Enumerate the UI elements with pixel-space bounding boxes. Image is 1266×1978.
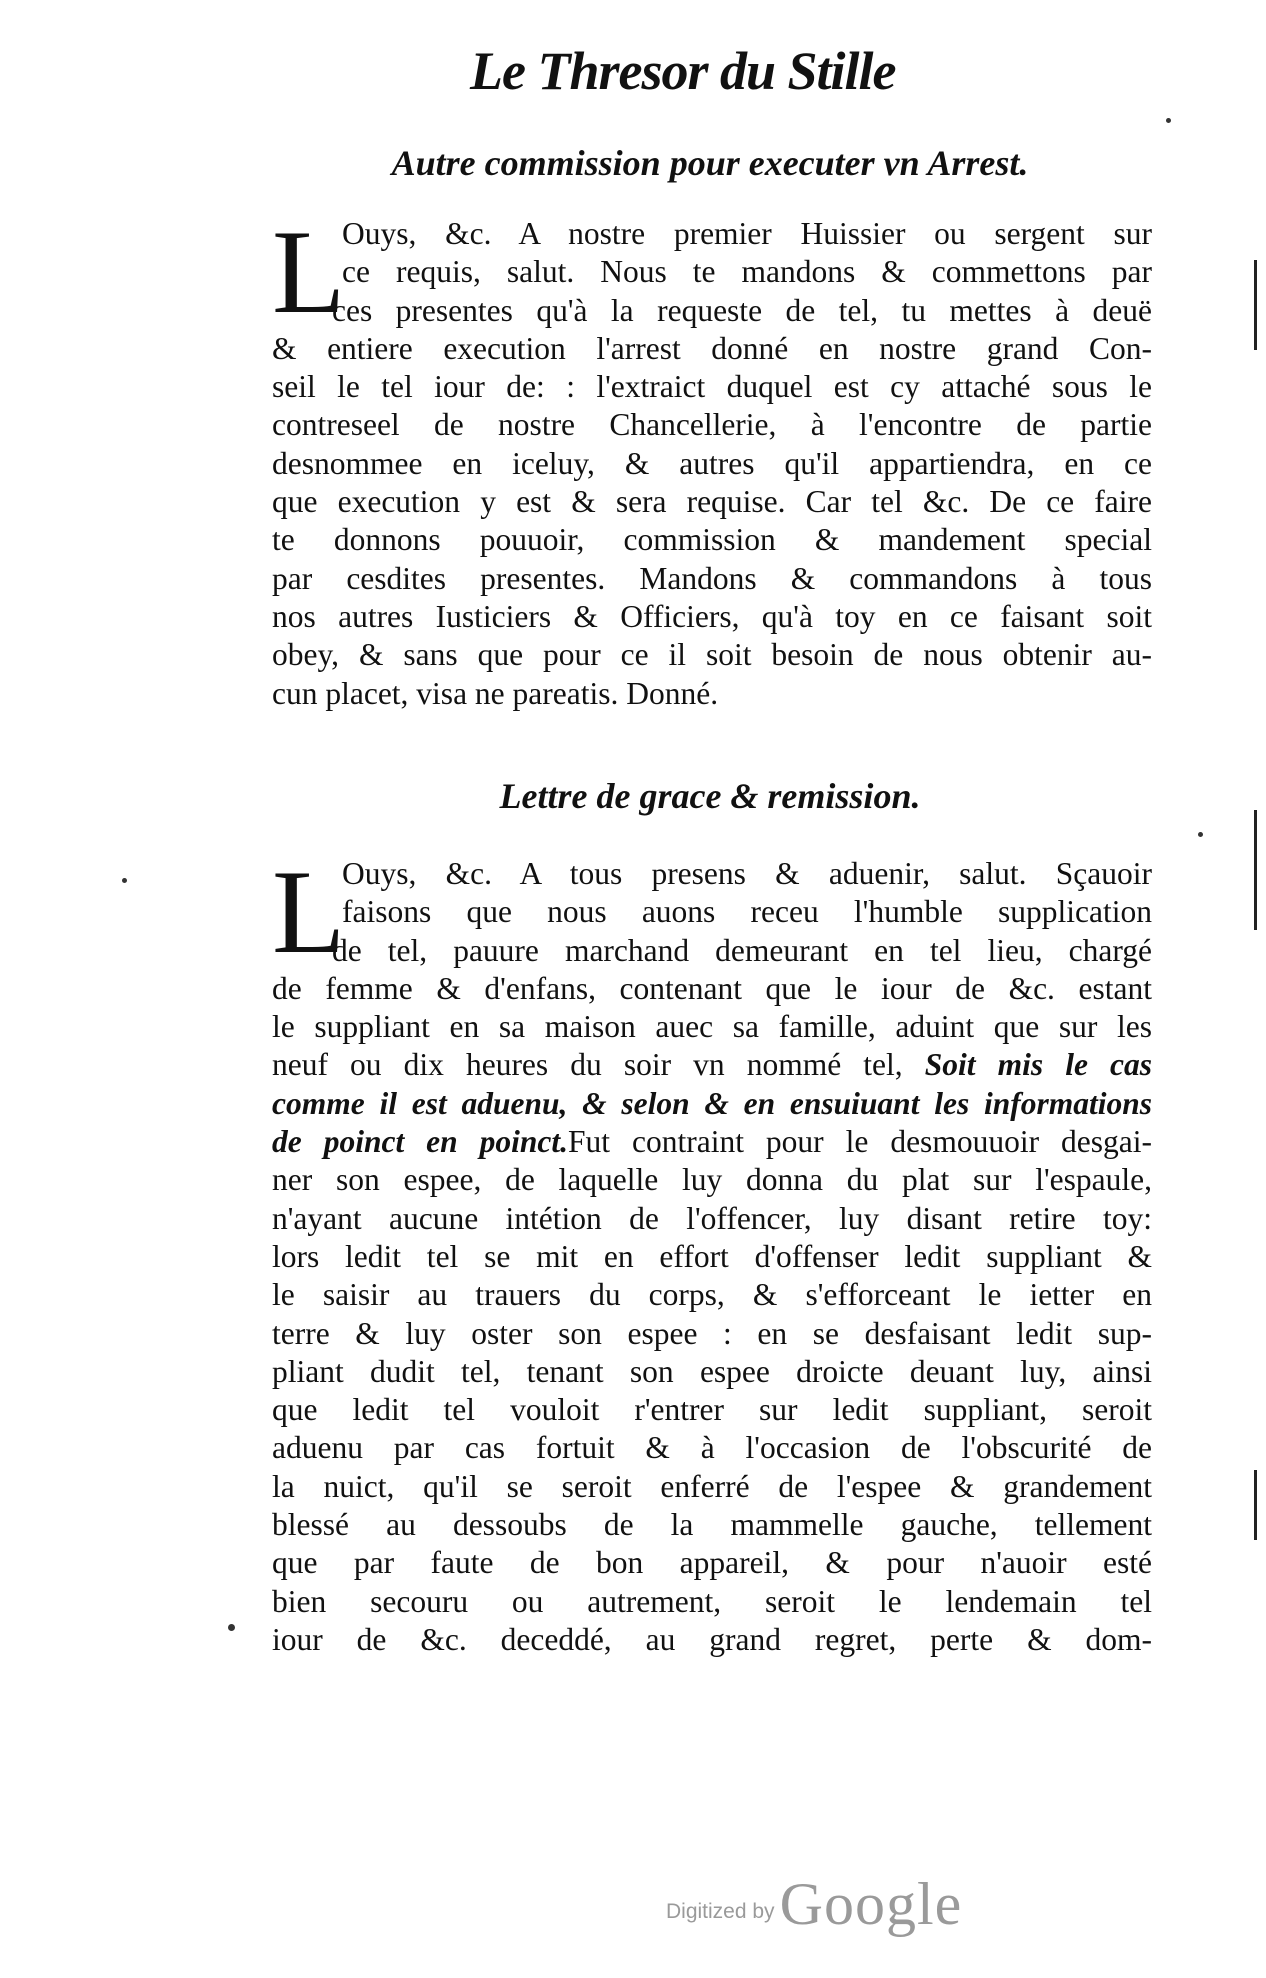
text-line: aduenu par cas fortuit & à l'occasion de l'obscurité de	[272, 1430, 1152, 1466]
text-line: bien secouru ou autrement, seroit le lendemain tel	[272, 1583, 1152, 1619]
ink-speck	[228, 1624, 235, 1631]
margin-edge-mark	[1254, 810, 1257, 930]
text-line: seil le tel iour de: : l'extraict duquel est cy attaché sous le	[272, 369, 1152, 405]
margin-edge-mark	[1254, 260, 1257, 350]
section-heading: Lettre de grace & remission.	[499, 776, 921, 816]
text-line: blessé au dessoubs de la mammelle gauche, tellement	[272, 1507, 1152, 1543]
margin-edge-mark	[1254, 1470, 1257, 1540]
italic-run: Soit mis le cas	[924, 1047, 1152, 1083]
text-run: neuf ou dix heures du soir vn nommé tel,	[272, 1047, 903, 1083]
text-line: la nuict, qu'il se seroit enferré de l'espee & grandement	[272, 1468, 1152, 1504]
text-line: ner son espee, de laquelle luy donna du plat sur l'espaule,	[272, 1162, 1152, 1198]
text-line: te donnons pouuoir, commission & mandement special	[272, 522, 1152, 558]
text-line: comme il est aduenu, & selon & en ensuiuant les informations	[272, 1085, 1152, 1121]
text-line	[272, 1123, 1152, 1161]
watermark-prefix: Digitized by	[666, 1900, 775, 1923]
text-line: ces presentes qu'à la requeste de tel, tu mettes à deuë	[332, 292, 1152, 328]
ink-speck	[1198, 832, 1203, 837]
ink-speck	[122, 878, 127, 883]
text-line: le suppliant en sa maison auec sa famille, aduint que sur les	[272, 1009, 1152, 1045]
text-line: le saisir au trauers du corps, & s'efforceant le ietter en	[272, 1277, 1152, 1313]
ink-speck	[1166, 118, 1171, 123]
text-line: de femme & d'enfans, contenant que le iour de &c. estant	[272, 970, 1152, 1006]
text-line	[272, 1046, 1152, 1084]
text-line: contreseel de nostre Chancellerie, à l'encontre de partie	[272, 407, 1152, 443]
running-head: Le Thresor du Stille	[470, 41, 896, 101]
paragraph-remission	[272, 845, 1152, 1659]
text-line: par cesdites presentes. Mandons & commandons à tous	[272, 560, 1152, 596]
paragraph-commission	[272, 205, 1152, 713]
digitized-watermark	[666, 1870, 962, 1939]
text-line: que ledit tel vouloit r'entrer sur ledit suppliant, seroit	[272, 1392, 1152, 1428]
text-line: cun placet, visa ne pareatis. Donné.	[272, 675, 719, 711]
text-line: desnommee en iceluy, & autres qu'il appartiendra, en ce	[272, 445, 1152, 481]
text-line: obey, & sans que pour ce il soit besoin de nous obtenir au-	[272, 637, 1152, 673]
text-line: de tel, pauure marchand demeurant en tel lieu, chargé	[332, 932, 1152, 968]
drop-capital: L	[272, 845, 346, 978]
text-line: lors ledit tel se mit en effort d'offenser ledit suppliant &	[272, 1238, 1152, 1274]
text-line: que execution y est & sera requise. Car tel &c. De ce faire	[272, 484, 1152, 520]
text-run: Fut contraint pour le desmouuoir desgai-	[568, 1124, 1152, 1160]
text-line: pliant dudit tel, tenant son espee droicte deuant luy, ainsi	[272, 1353, 1152, 1389]
text-line: Ouys, &c. A nostre premier Huissier ou sergent sur	[342, 216, 1152, 251]
text-line: que par faute de bon appareil, & pour n'auoir esté	[272, 1545, 1152, 1581]
text-line: faisons que nous auons receu l'humble supplication	[342, 894, 1152, 930]
google-logo: Google	[779, 1871, 963, 1937]
text-line: ce requis, salut. Nous te mandons & commettons par	[342, 254, 1152, 290]
text-line: nos autres Iusticiers & Officiers, qu'à toy en ce faisant soit	[272, 598, 1152, 634]
drop-capital: L	[272, 205, 346, 338]
section-heading: Autre commission pour executer vn Arrest.	[391, 143, 1029, 183]
text-line: iour de &c. deceddé, au grand regret, perte & dom-	[272, 1621, 1152, 1657]
text-line: n'ayant aucune intétion de l'offencer, luy disant retire toy:	[272, 1200, 1152, 1236]
text-line: & entiere execution l'arrest donné en nostre grand Con-	[272, 330, 1152, 366]
italic-run: de poinct en poinct.	[272, 1124, 569, 1160]
text-line: terre & luy oster son espee : en se desfaisant ledit sup-	[272, 1315, 1152, 1351]
text-line: Ouys, &c. A tous presens & aduenir, salut. Sçauoir	[342, 856, 1152, 891]
